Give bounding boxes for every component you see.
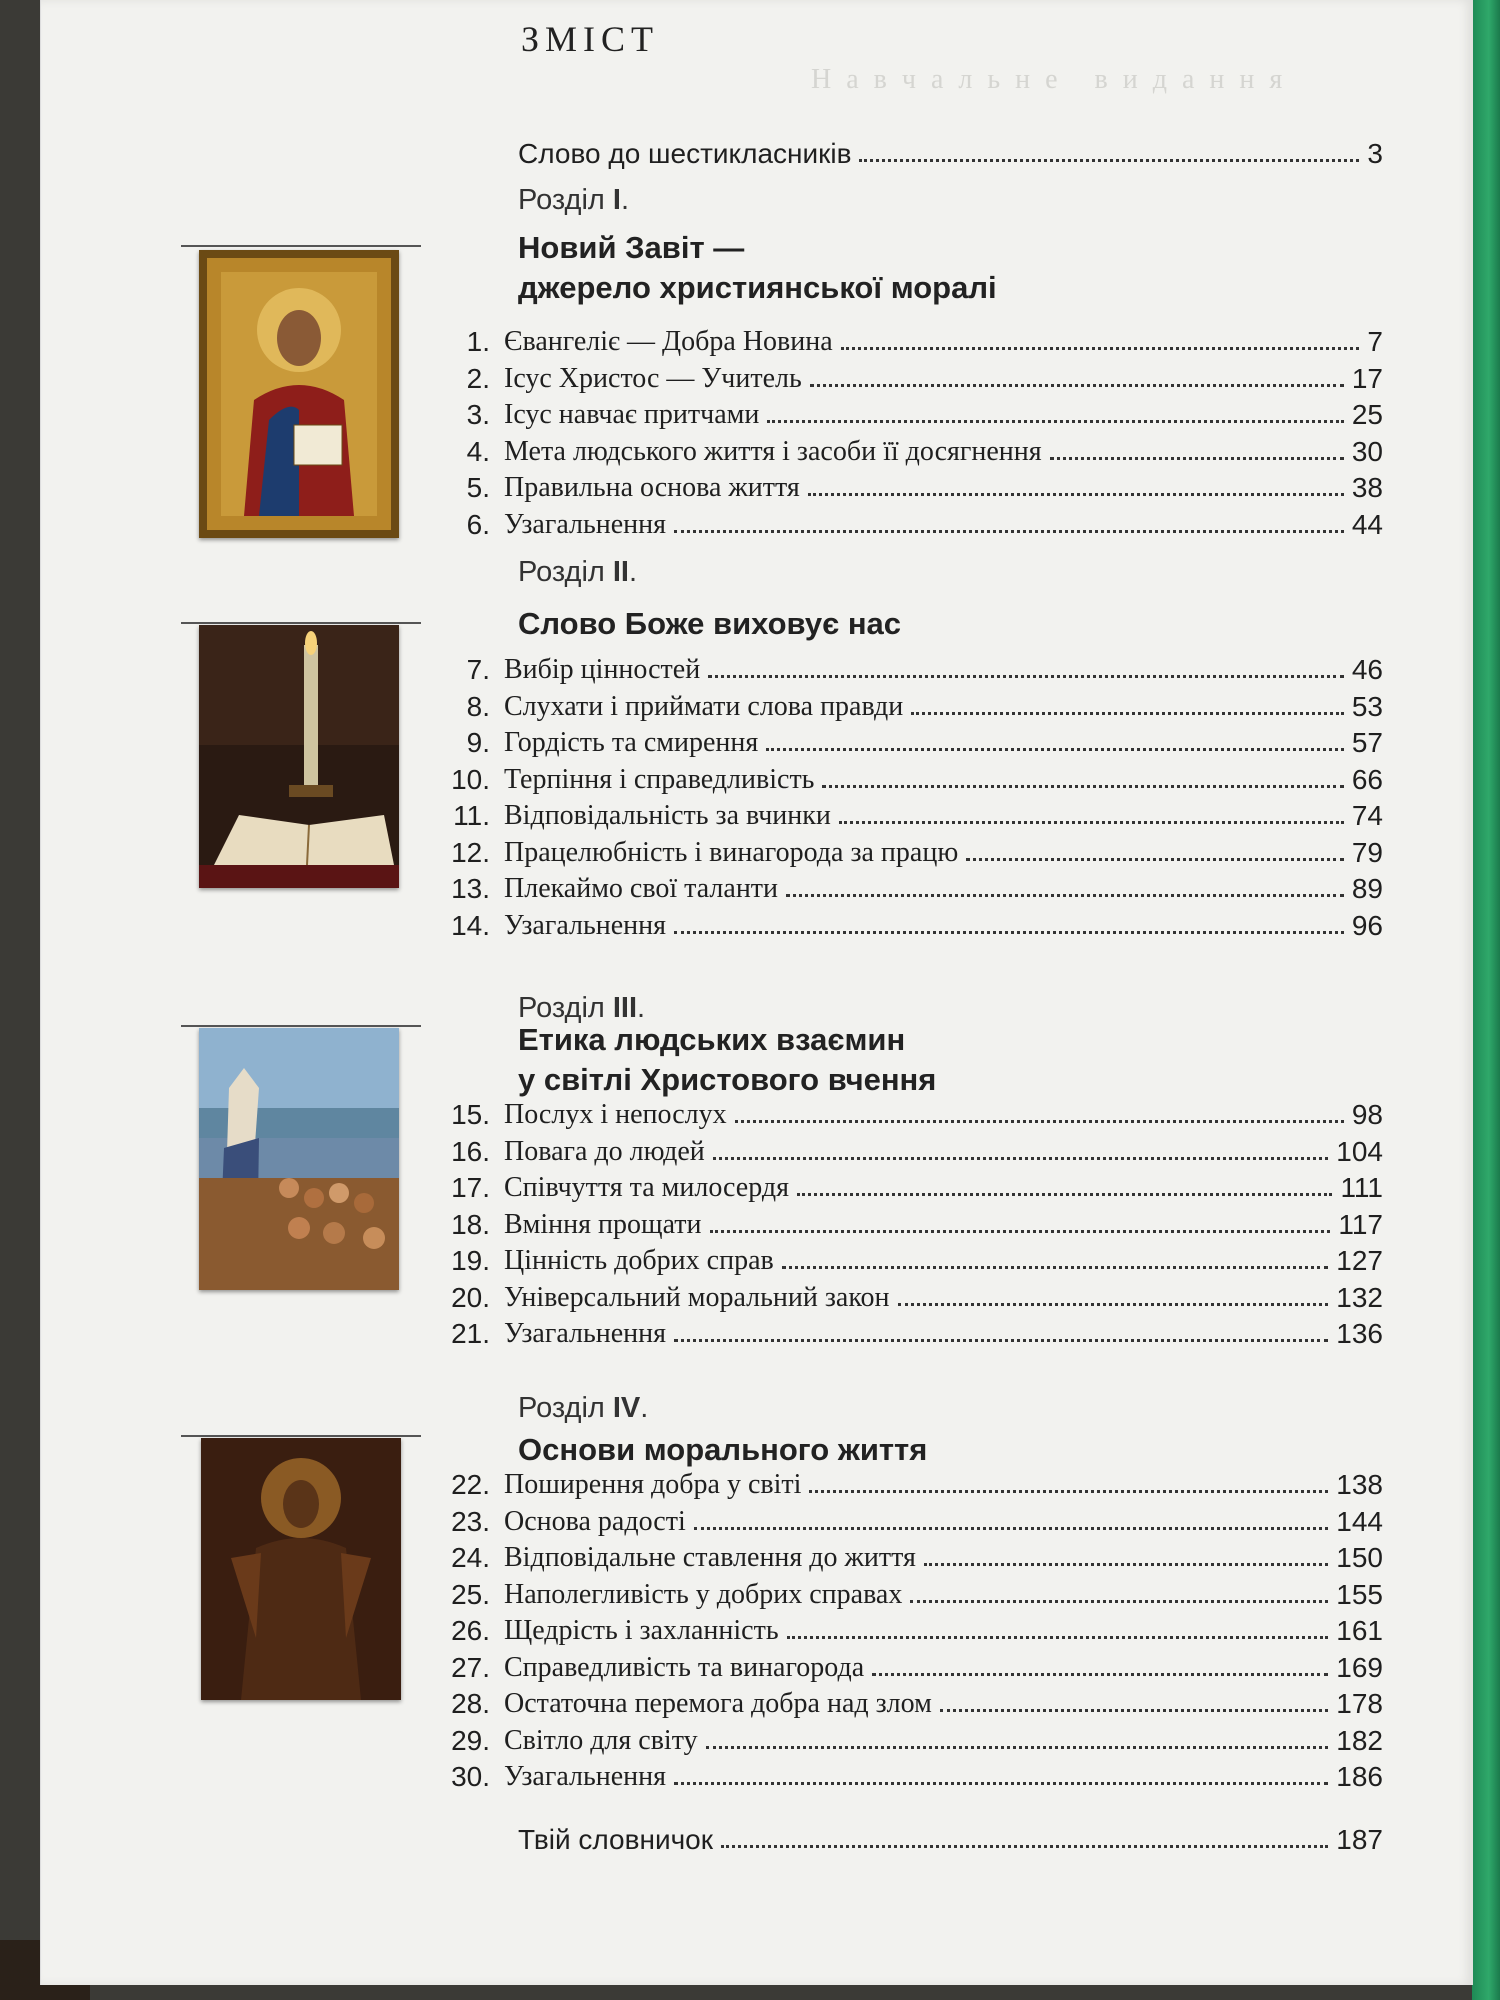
dot-leader — [721, 1845, 1328, 1848]
dot-leader — [872, 1673, 1328, 1676]
entry-title: Відповідальність за вчинки — [504, 800, 831, 831]
sermon-on-the-mount-painting — [199, 1028, 399, 1290]
dot-leader — [786, 894, 1344, 897]
entry-title: Терпіння і справедливість — [504, 763, 815, 795]
entry-number: 7. — [466, 654, 490, 685]
section-4-label: Розділ IV. — [518, 1392, 649, 1424]
entry-title: Слухати і приймати слова правди — [504, 690, 904, 722]
toc-entry — [381, 432, 1383, 468]
entry-page: 7 — [1367, 326, 1383, 357]
glossary-page: 187 — [1336, 1824, 1383, 1855]
section-3-label: Розділ III. — [518, 992, 646, 1024]
entry-page: 117 — [1338, 1208, 1383, 1240]
entry-title: Узагальнення — [504, 508, 667, 540]
entry-number: 18. — [451, 1208, 490, 1240]
entry-number: 12. — [451, 836, 490, 868]
toc-entry — [381, 1205, 1383, 1241]
dot-leader — [713, 1157, 1328, 1160]
toc-entry — [381, 833, 1383, 869]
entry-number: 14. — [451, 909, 490, 941]
entry-number: 22. — [451, 1469, 490, 1500]
entry-title: Наполегливість у добрих справах — [504, 1578, 903, 1610]
entry-title: Співчуття та милосердя — [504, 1172, 789, 1203]
entry-title: Правильна основа життя — [504, 472, 800, 503]
image-rule — [181, 622, 421, 624]
dot-leader — [694, 1527, 1329, 1530]
dot-leader — [766, 748, 1344, 751]
dot-leader — [674, 1339, 1328, 1342]
entry-title: Справедливість та винагорода — [504, 1651, 865, 1683]
entry-page: 66 — [1351, 763, 1383, 795]
book-cover-edge — [1472, 0, 1500, 2000]
entry-number: 9. — [466, 727, 490, 758]
dot-leader — [710, 1230, 1331, 1233]
entry-title: Остаточна перемога добра над злом — [504, 1688, 932, 1719]
intro-text: Слово до шестикласників — [518, 138, 852, 169]
toc-entry — [381, 468, 1383, 504]
dot-leader — [859, 159, 1359, 162]
entry-title: Працелюбність і винагорода за працю — [504, 836, 959, 868]
dot-leader — [940, 1709, 1328, 1712]
dot-leader — [706, 1746, 1329, 1749]
dot-leader — [708, 675, 1344, 678]
entry-page: 169 — [1336, 1651, 1383, 1683]
entry-number: 29. — [451, 1724, 490, 1756]
dot-leader — [1050, 457, 1344, 460]
toc-entry — [381, 359, 1383, 395]
orante-mosaic-icon — [201, 1438, 401, 1700]
entry-title: Світло для світу — [504, 1724, 698, 1756]
section-4-heading: Основи морального життя — [518, 1432, 928, 1467]
toc-glossary-row — [518, 1820, 1383, 1856]
toc-entry — [381, 760, 1383, 796]
image-rule — [181, 245, 421, 247]
dot-leader — [782, 1266, 1329, 1269]
entry-title: Узагальнення — [504, 1761, 667, 1792]
entry-page: 144 — [1336, 1505, 1383, 1537]
entry-title: Універсальний моральний закон — [504, 1281, 890, 1313]
image-rule — [181, 1435, 421, 1437]
entry-number: 27. — [451, 1651, 490, 1683]
dot-leader — [735, 1120, 1344, 1123]
entry-title: Узагальнення — [504, 1318, 667, 1349]
section-1-label: Розділ I. — [518, 184, 629, 216]
entry-page: 89 — [1351, 873, 1383, 904]
entry-page: 161 — [1336, 1615, 1383, 1646]
toc-entry — [381, 1241, 1383, 1277]
entry-title: Мета людського життя і засоби її досягнення — [504, 435, 1042, 467]
section-2-label: Розділ II. — [518, 556, 638, 588]
entry-title: Євангеліє — Добра Новина — [504, 326, 833, 357]
toc-entry — [381, 906, 1383, 942]
dot-leader — [808, 493, 1344, 496]
entry-number: 15. — [451, 1099, 490, 1130]
entry-number: 20. — [451, 1281, 490, 1313]
entry-page: 186 — [1336, 1761, 1383, 1792]
dot-leader — [767, 420, 1344, 423]
toc-entry — [381, 1314, 1383, 1350]
entry-page: 46 — [1351, 654, 1383, 685]
dot-leader — [898, 1303, 1329, 1306]
entry-page: 30 — [1351, 435, 1383, 467]
toc-entry — [381, 723, 1383, 759]
dot-leader — [787, 1636, 1329, 1639]
toc-entry — [381, 322, 1383, 358]
entry-title: Узагальнення — [504, 909, 667, 941]
dot-leader — [822, 785, 1343, 788]
entry-number: 1. — [466, 326, 490, 357]
entry-number: 8. — [466, 690, 490, 722]
dot-leader — [797, 1193, 1332, 1196]
entry-page: 111 — [1340, 1172, 1383, 1203]
entry-title: Послух і непослух — [504, 1099, 727, 1130]
toc-entry — [381, 1721, 1383, 1757]
entry-title: Поширення добра у світі — [504, 1469, 802, 1500]
dot-leader — [674, 530, 1344, 533]
entry-number: 16. — [451, 1135, 490, 1167]
toc-entry — [381, 1757, 1383, 1793]
dot-leader — [924, 1563, 1328, 1566]
entry-title: Основа радості — [504, 1505, 686, 1537]
dot-leader — [674, 1782, 1328, 1785]
entry-title: Вміння прощати — [504, 1208, 702, 1240]
dot-leader — [910, 1600, 1328, 1603]
entry-page: 98 — [1351, 1099, 1383, 1130]
entry-page: 38 — [1351, 472, 1383, 503]
entry-number: 23. — [451, 1505, 490, 1537]
dot-leader — [839, 821, 1344, 824]
dot-leader — [810, 384, 1344, 387]
entry-number: 28. — [451, 1688, 490, 1719]
entry-title: Ісус Христос — Учитель — [504, 362, 802, 394]
entry-number: 30. — [451, 1761, 490, 1792]
entry-number: 11. — [453, 800, 490, 831]
entry-page: 57 — [1351, 727, 1383, 758]
toc-intro-row — [518, 134, 1383, 170]
toc-entry — [381, 395, 1383, 431]
entry-page: 150 — [1336, 1542, 1383, 1573]
entry-number: 13. — [451, 873, 490, 904]
entry-title: Вибір цінностей — [504, 654, 701, 685]
entry-title: Цінність добрих справ — [504, 1245, 774, 1276]
entry-number: 3. — [466, 399, 490, 430]
entry-title: Щедрість і захланність — [504, 1615, 779, 1646]
christ-pantocrator-icon — [199, 250, 399, 538]
dot-leader — [841, 347, 1360, 350]
entry-page: 104 — [1336, 1135, 1383, 1167]
entry-page: 132 — [1336, 1281, 1383, 1313]
toc-entry — [381, 1684, 1383, 1720]
toc-entry — [381, 650, 1383, 686]
show-through-text: Н а в ч а л ь н е в и д а н н я — [811, 64, 1287, 95]
image-rule — [181, 1025, 421, 1027]
entry-title: Ісус навчає притчами — [504, 399, 760, 430]
section-3-heading: Етика людських взаємин у світлі Христового вчення — [518, 1022, 937, 1097]
section-1-heading: Новий Завіт — джерело християнської моралі — [518, 230, 997, 305]
entry-page: 138 — [1336, 1469, 1383, 1500]
glossary-text: Твій словничок — [518, 1824, 714, 1855]
entry-number: 21. — [451, 1318, 490, 1349]
entry-page: 17 — [1351, 362, 1383, 394]
dot-leader — [966, 858, 1344, 861]
entry-page: 178 — [1336, 1688, 1383, 1719]
toc-entry — [381, 796, 1383, 832]
entry-number: 10. — [451, 763, 490, 795]
toc-entry — [381, 505, 1383, 541]
toc-entry — [381, 1465, 1383, 1501]
dot-leader — [911, 712, 1344, 715]
entry-number: 5. — [466, 472, 490, 503]
entry-title: Відповідальне ставлення до життя — [504, 1542, 916, 1573]
entry-number: 4. — [466, 435, 490, 467]
dot-leader — [674, 931, 1344, 934]
entry-title: Гордість та смирення — [504, 727, 759, 758]
toc-entry — [381, 1575, 1383, 1611]
toc-entry — [381, 1132, 1383, 1168]
toc-entry — [381, 1648, 1383, 1684]
entry-page: 96 — [1351, 909, 1383, 941]
entry-number: 19. — [451, 1245, 490, 1276]
entry-page: 127 — [1336, 1245, 1383, 1276]
toc-entry — [381, 1095, 1383, 1131]
open-bible-candle-image — [199, 625, 399, 888]
entry-page: 155 — [1336, 1578, 1383, 1610]
toc-entry — [381, 1278, 1383, 1314]
entry-number: 6. — [466, 508, 490, 540]
entry-page: 136 — [1336, 1318, 1383, 1349]
book-page — [40, 0, 1473, 1985]
entry-page: 53 — [1351, 690, 1383, 722]
entry-title: Повага до людей — [504, 1135, 705, 1167]
page-title: ЗМІСТ — [521, 19, 660, 59]
dot-leader — [809, 1490, 1328, 1493]
entry-page: 74 — [1351, 800, 1383, 831]
toc-entry — [381, 1168, 1383, 1204]
entry-number: 2. — [466, 362, 490, 394]
entry-number: 25. — [451, 1578, 490, 1610]
entry-page: 182 — [1336, 1724, 1383, 1756]
toc-entry — [381, 687, 1383, 723]
entry-title: Плекаймо свої таланти — [504, 873, 779, 904]
toc-entry — [381, 869, 1383, 905]
entry-number: 17. — [451, 1172, 490, 1203]
entry-number: 26. — [451, 1615, 490, 1646]
entry-page: 79 — [1351, 836, 1383, 868]
entry-page: 44 — [1351, 508, 1383, 540]
toc-entry — [381, 1611, 1383, 1647]
intro-page: 3 — [1367, 138, 1383, 169]
entry-page: 25 — [1351, 399, 1383, 430]
entry-number: 24. — [451, 1542, 490, 1573]
toc-entry — [381, 1502, 1383, 1538]
section-2-heading: Слово Боже виховує нас — [518, 606, 902, 641]
toc-entry — [381, 1538, 1383, 1574]
